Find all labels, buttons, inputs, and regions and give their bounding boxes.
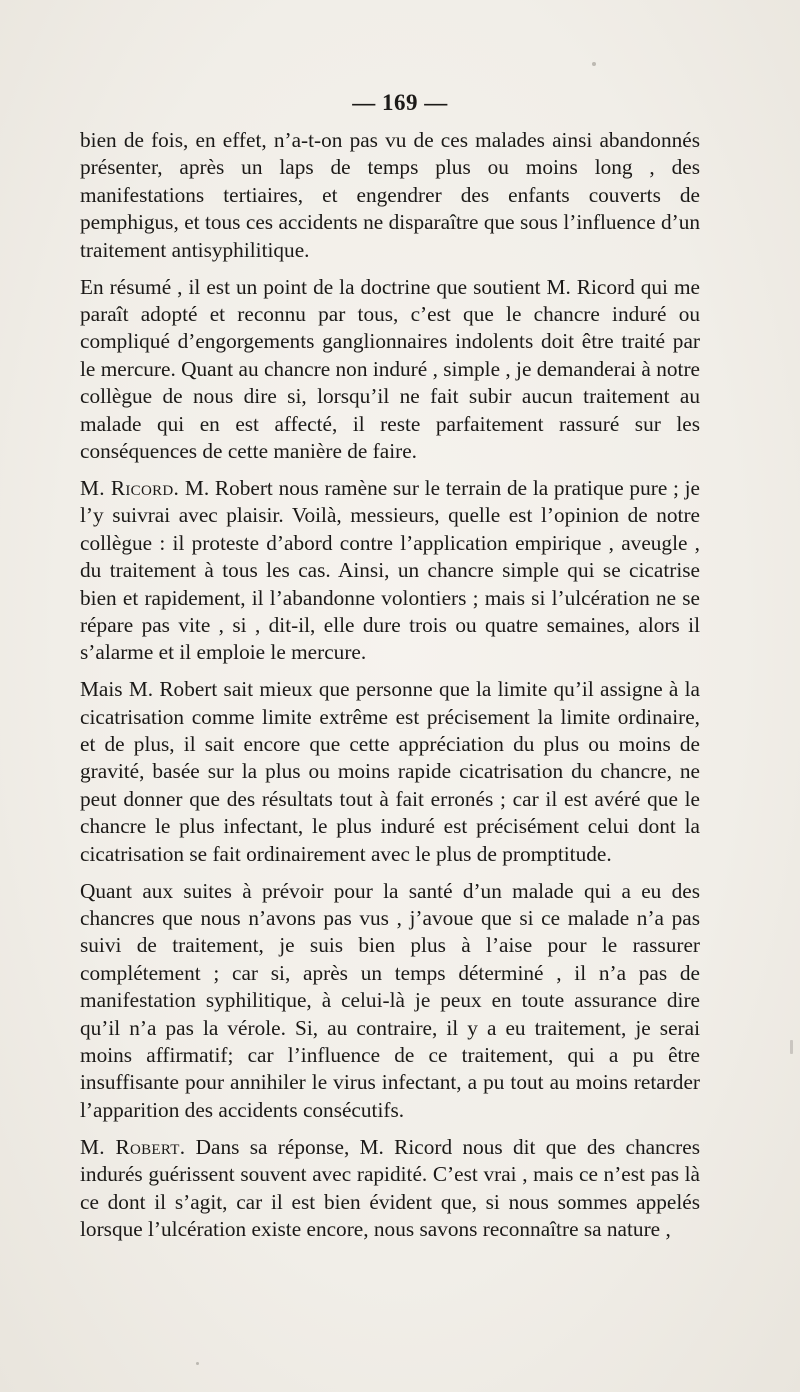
paragraph — [80, 127, 700, 264]
paper-mark — [790, 1040, 793, 1054]
paragraph-text: En résumé , il est un point de la doctrine que soutient M. Ricord qui me paraît adopté et reconnu par tous, c’est que le chancre induré ou compliqué d’engorgements ganglionnaires indolents doit être traité par le mercure. Quant au chancre non induré , simple , je demanderai à notre collègue de nous dire si, lorsqu’il ne fait subir aucun traitement au malade qui en est affecté, il reste parfaitement rassuré sur les conséquences de cette manière de faire. — [80, 274, 700, 463]
paragraph — [80, 475, 700, 667]
paper-speck — [592, 62, 596, 66]
paragraph — [80, 1134, 700, 1244]
page-number: — 169 — — [352, 90, 448, 115]
paragraph — [80, 878, 700, 1125]
body-text — [80, 127, 700, 1253]
speaker-name: M. Ricord. — [80, 475, 180, 500]
paragraph-text: bien de fois, en effet, n’a-t-on pas vu de ces malades ainsi abandonnés présenter, après un laps de temps plus ou moins long , des manifestations tertiaires, et engendrer des enfants couverts de pemphigus, et tous ces accidents ne disparaître que sous l’influence d’un traitement antisyphilitique. — [80, 128, 700, 262]
paragraph-text: Dans sa réponse, M. Ricord nous dit que des chancres indurés guérissent souvent avec rapidité. C’est vrai , mais ce n’est pas là ce dont il s’agit, car il est bien évident que, si nous sommes appelés lorsque l’ulcération existe encore, nous savons reconnaître sa nature , — [80, 1134, 700, 1241]
paragraph-text: Quant aux suites à prévoir pour la santé d’un malade qui a eu des chancres que nous n’avons pas vus , j’avoue que si ce malade n’a pas suivi de traitement, je suis bien plus à l’aise pour le rassurer complétement ; car si, après un temps déterminé , il n’a pas de manifestation syphilitique, à celui-là je peux en toute assurance dire qu’il n’a pas la vérole. Si, au contraire, il y a eu traitement, je serai moins affirmatif; car l’influence de ce traitement, qui a pu être insuffisante pour annihiler le virus infectant, a pu tout au moins retarder l’apparition des accidents consécutifs. — [80, 878, 700, 1122]
speaker-name: M. Robert. — [80, 1134, 186, 1159]
paragraph — [80, 274, 700, 466]
paragraph-text: M. Robert nous ramène sur le terrain de la pratique pure ; je l’y suivrai avec plaisir. Voilà, messieurs, quelle est l’opinion de notre collègue : il proteste d’abord contre l’application empirique , aveugle , du traitement à tous les cas. Ainsi, un chancre simple qui se cicatrise bien et rapidement, il l’abandonne volontiers ; mais si l’ulcération ne se répare pas vite , si , dit-il, elle dure trois ou quatre semaines, alors il s’alarme et il emploie le mercure. — [80, 475, 700, 665]
paragraph-text: Mais M. Robert sait mieux que personne que la limite qu’il assigne à la cicatrisation comme limite extrême est précisement la limite ordinaire, et de plus, il sait encore que cette appréciation du plus ou moins de gravité, basée sur la plus ou moins rapide cicatrisation du chancre, ne peut donner que des résultats tout à fait erronés ; car il est avéré que le chancre le plus infectant, le plus induré est précisément celui dont la cicatrisation se fait ordinairement avec le plus de promptitude. — [80, 677, 700, 866]
paper-speck — [196, 1362, 199, 1365]
paragraph — [80, 676, 700, 868]
